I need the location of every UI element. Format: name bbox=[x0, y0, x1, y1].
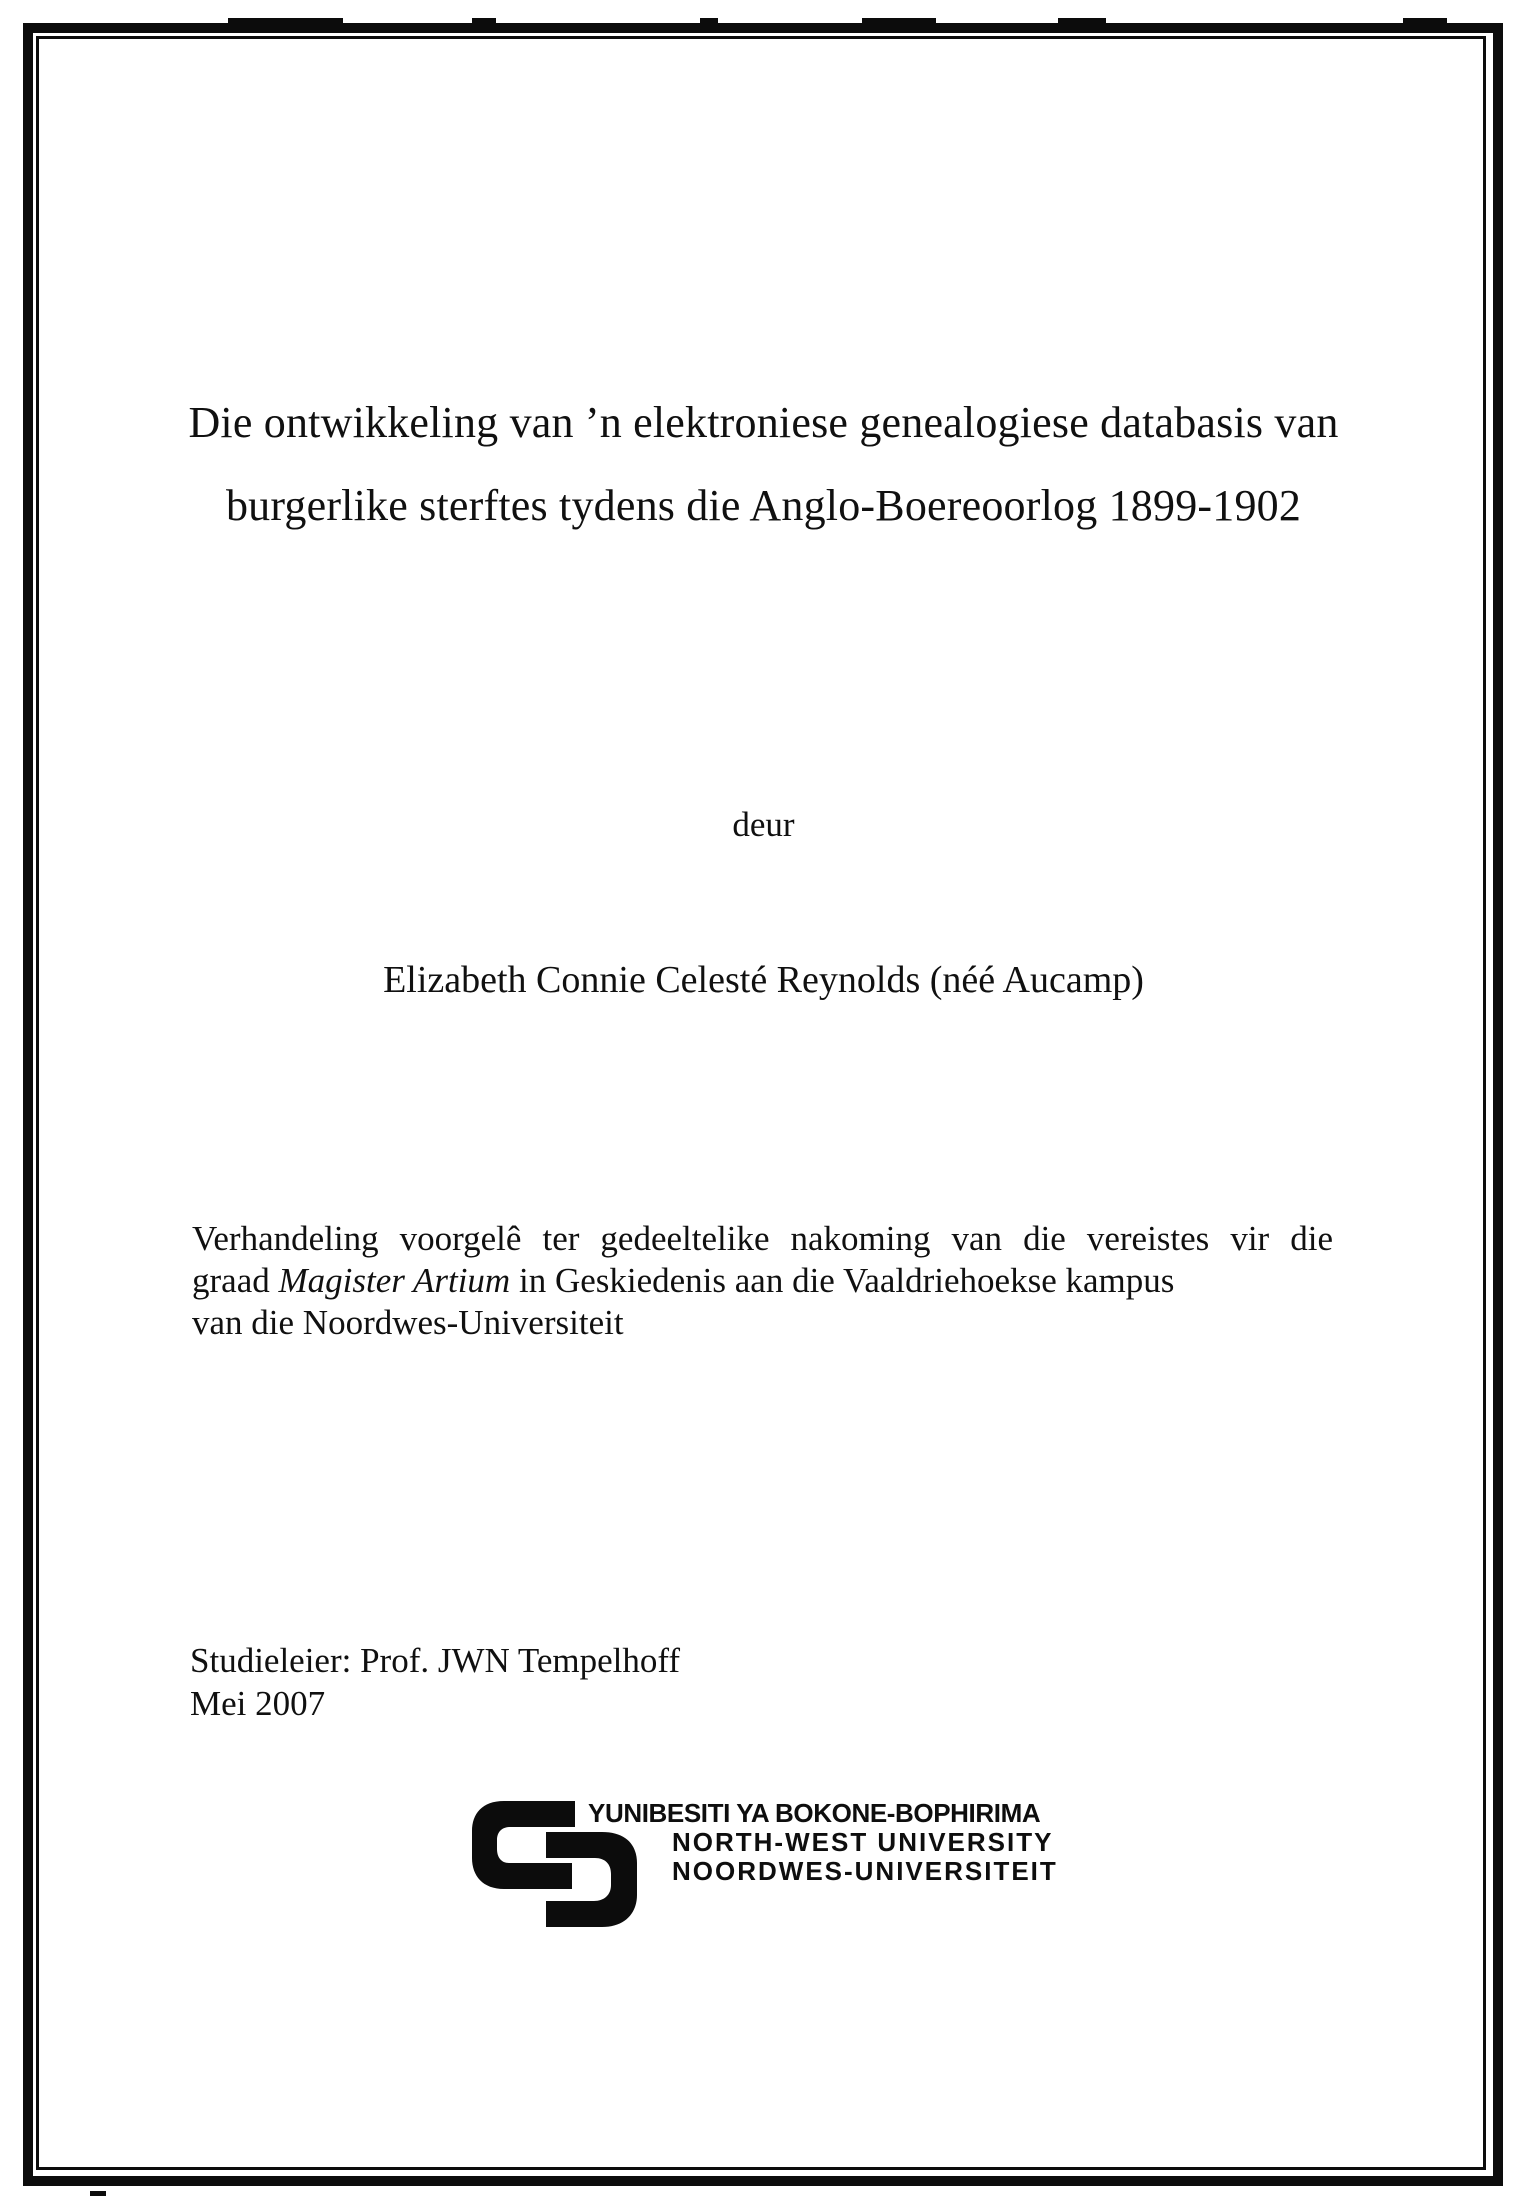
scan-artifact bbox=[1058, 18, 1106, 24]
logo-line-setswana: YUNIBESITI YA BOKONE-BOPHIRIMA bbox=[588, 1798, 1041, 1828]
byline: deur bbox=[732, 805, 795, 844]
logo-line-english: NORTH-WEST UNIVERSITY bbox=[672, 1827, 1054, 1857]
submission-line2-suffix: in Geskiedenis aan die Vaaldriehoekse kampus bbox=[510, 1261, 1175, 1300]
thesis-title-line1: Die ontwikkeling van ’n elektroniese genealogiese databasis van bbox=[188, 398, 1339, 447]
supervisor-line: Studieleier: Prof. JWN Tempelhoff bbox=[190, 1641, 681, 1680]
thesis-title-line2: burgerlike sterftes tydens die Anglo-Boereoorlog 1899-1902 bbox=[225, 481, 1302, 530]
submission-line2 bbox=[192, 1260, 1333, 1302]
supervisor-block bbox=[190, 1639, 680, 1725]
submission-statement bbox=[192, 1218, 1333, 1344]
scan-artifact bbox=[228, 18, 343, 24]
author-name: Elizabeth Connie Celesté Reynolds (néé Aucamp) bbox=[383, 959, 1144, 1001]
scan-artifact bbox=[472, 18, 496, 24]
logo-line-afrikaans: NOORDWES-UNIVERSITEIT bbox=[672, 1856, 1058, 1886]
thesis-title bbox=[0, 381, 1527, 547]
scan-artifact bbox=[90, 2191, 106, 2196]
date-line: Mei 2007 bbox=[190, 1684, 326, 1723]
scan-artifact bbox=[700, 18, 718, 24]
submission-line3: van die Noordwes-Universiteit bbox=[192, 1303, 624, 1342]
university-wordmark bbox=[588, 1799, 1058, 1886]
scan-artifact bbox=[1403, 18, 1447, 24]
submission-line1: Verhandeling voorgelê ter gedeeltelike nakoming van die vereistes vir die bbox=[192, 1219, 1333, 1258]
scan-artifact bbox=[862, 18, 936, 23]
degree-name: Magister Artium bbox=[278, 1261, 511, 1300]
submission-line2-prefix: graad bbox=[192, 1261, 279, 1300]
